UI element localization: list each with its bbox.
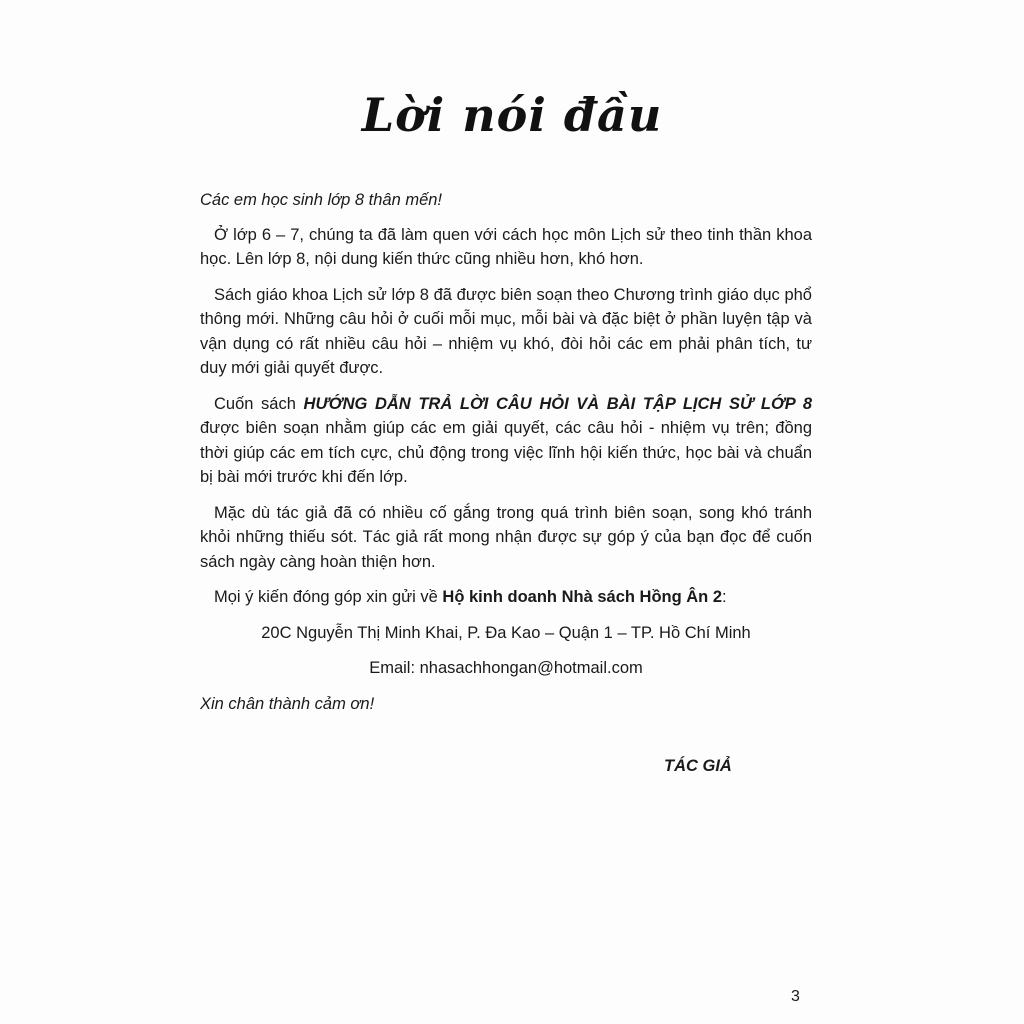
closing-line: Xin chân thành cảm ơn!	[200, 694, 375, 713]
paragraph-2: Sách giáo khoa Lịch sử lớp 8 đã được biên soạn theo Chương trình giáo dục phổ thông mới. Những câu hỏi ở cuối mỗi mục, mỗi bài và đặc biệt ở phần luyện tập và vận dụng có rất nhiều câu hỏi – nhiệm vụ khó, đòi hỏi các em phải phân tích, tư duy mới giải quyết được.	[200, 285, 812, 377]
author-signature: TÁC GIẢ	[664, 757, 732, 775]
paragraph-5-lead: Mọi ý kiến đóng góp xin gửi về	[214, 588, 443, 606]
paragraph-3	[200, 392, 812, 490]
book-title: HƯỚNG DẪN TRẢ LỜI CÂU HỎI VÀ BÀI TẬP LỊCH SỬ LỚP 8	[303, 394, 812, 413]
greeting: Các em học sinh lớp 8 thân mến!	[200, 191, 443, 209]
paragraph-5-colon: :	[722, 588, 727, 606]
paragraph-5	[200, 585, 812, 610]
paragraph-4: Mặc dù tác giả đã có nhiều cố gắng trong quá trình biên soạn, song khó tránh khỏi những thiếu sót. Tác giả rất mong nhận được sự góp ý của bạn đọc để cuốn sách ngày càng hoàn thiện hơn.	[200, 503, 812, 571]
page-number: 3	[791, 988, 800, 1005]
preface-body	[200, 188, 812, 716]
paragraph-3-lead: Cuốn sách	[214, 394, 304, 413]
paragraph-1: Ở lớp 6 – 7, chúng ta đã làm quen với cách học môn Lịch sử theo tinh thần khoa học. Lên lớp 8, nội dung kiến thức cũng nhiều hơn, khó hơn.	[200, 225, 812, 268]
page-title: Lời nói đầu	[361, 88, 663, 142]
address-line: 20C Nguyễn Thị Minh Khai, P. Đa Kao – Quận 1 – TP. Hồ Chí Minh	[261, 623, 751, 642]
publisher-name: Hộ kinh doanh Nhà sách Hồng Ân 2	[442, 588, 723, 606]
email-line: Email: nhasachhongan@hotmail.com	[369, 659, 643, 677]
paragraph-3-rest: được biên soạn nhằm giúp các em giải quyết, các câu hỏi - nhiệm vụ trên; đồng thời giúp các em tích cực, chủ động trong việc lĩnh hội kiến thức, học bài và chuẩn bị bài mới trước khi đến lớp.	[200, 419, 812, 486]
